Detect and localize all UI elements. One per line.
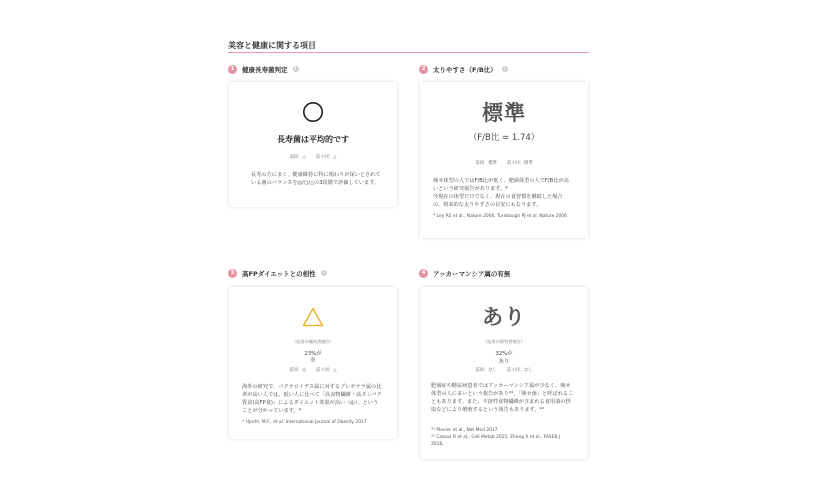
item-number-badge: 4 [419, 269, 428, 278]
card-high-fp-diet [229, 287, 397, 439]
history-meta [420, 160, 588, 166]
card-longevity [229, 82, 397, 207]
description: 海外の研究で、バクテロイデス属に対するプレボテラ属の比率が高い人では、低い人に比べて「高食物繊維・高タンパク質食(高FP食)」によるダイエット効果が高い（◎）、ということが分かっています。* [242, 384, 382, 414]
history-meta [229, 154, 397, 160]
reference: *¹ Plovier et al., Nat Med 2017 *² Caesar R et al., Cell Metab 2015, Zheng X et al., FASEB J 2018, [431, 428, 561, 447]
item-title: アッカーマンシア属の有無 [433, 269, 511, 278]
previous-result: 前回：△ [289, 155, 306, 160]
reference: * Ley RE et al., Nature 2006, Turnbaugh PJ et al. Nature 2006 [433, 214, 567, 219]
before-previous-result: 前々回：標準 [506, 161, 533, 166]
section-title: 美容と健康に関する項目 [228, 41, 316, 50]
percent-text: 32%が [495, 351, 513, 357]
percent-mark: ◎ [310, 357, 316, 363]
card-fb-ratio [420, 82, 588, 238]
circle-icon [302, 101, 324, 123]
description: 長寿の方に多く、健康維持に特に関わりが深いとされている菌のバランスを◎/○/△の3段階で評価しています。 [251, 172, 381, 186]
result-text: あり [482, 305, 526, 329]
item-header-high-fp-diet [228, 267, 327, 279]
item-header-akkermansia [419, 267, 510, 279]
previous-result: 前回：標準 [475, 161, 497, 166]
description: 痩せ体型の人ではF/B比が低く、肥満体型の人でF/B比が高いという研究報告があります。* 今現在の体型だけでなく、現在の食習慣を継続した場合の、将来的な太りやすさの目安にもなります。 [433, 178, 569, 208]
before-previous-result: 前々回：△ [316, 368, 337, 373]
percent-mark: あり [498, 359, 510, 365]
description: 肥満症や糖尿病患者ではアッカーマンシア属が少なく、痩せ体型の人に多いという報告があり*¹、「痩せ菌」と呼ばれることもあります。また、不溶性食物繊維が含まれる食用油の摂取などにより増殖するという報告もあります。*² [431, 383, 574, 413]
result-text: 長寿菌は平均的です [277, 135, 349, 144]
item-title: 太りやすさ（F/B比） [433, 65, 497, 74]
item-number-badge: 1 [228, 65, 237, 74]
item-header-longevity [228, 63, 299, 75]
reference: * Hjorth, M.F., et al. International Journal of Obesity 2017 [242, 420, 367, 425]
item-title: 高FPダイエットとの相性 [242, 269, 316, 278]
before-previous-result: 前々回：なし [506, 368, 533, 373]
history-meta [229, 367, 397, 373]
card-akkermansia [420, 287, 588, 459]
item-title: 健康長寿菌判定 [242, 65, 288, 74]
before-previous-result: 前々回：△ [315, 155, 337, 160]
percent-text: 23%が [304, 351, 322, 357]
caption: （応答の保有者割合） [483, 339, 525, 344]
info-icon[interactable]: i [293, 66, 299, 72]
item-number-badge: 2 [419, 65, 428, 74]
triangle-icon [302, 307, 324, 327]
info-icon[interactable]: i [321, 270, 327, 276]
section-divider [228, 52, 589, 53]
caption: （応答の傾向者割合） [292, 339, 334, 344]
item-number-badge: 3 [228, 269, 237, 278]
previous-result: 前回：◎ [289, 368, 307, 373]
info-icon[interactable]: i [502, 66, 508, 72]
result-text: 標準 [482, 101, 526, 125]
ratio-text: （F/B比 = 1.74） [468, 133, 540, 143]
item-header-fb-ratio [419, 63, 508, 75]
previous-result: 前回：なし [475, 368, 497, 373]
history-meta [420, 367, 588, 373]
